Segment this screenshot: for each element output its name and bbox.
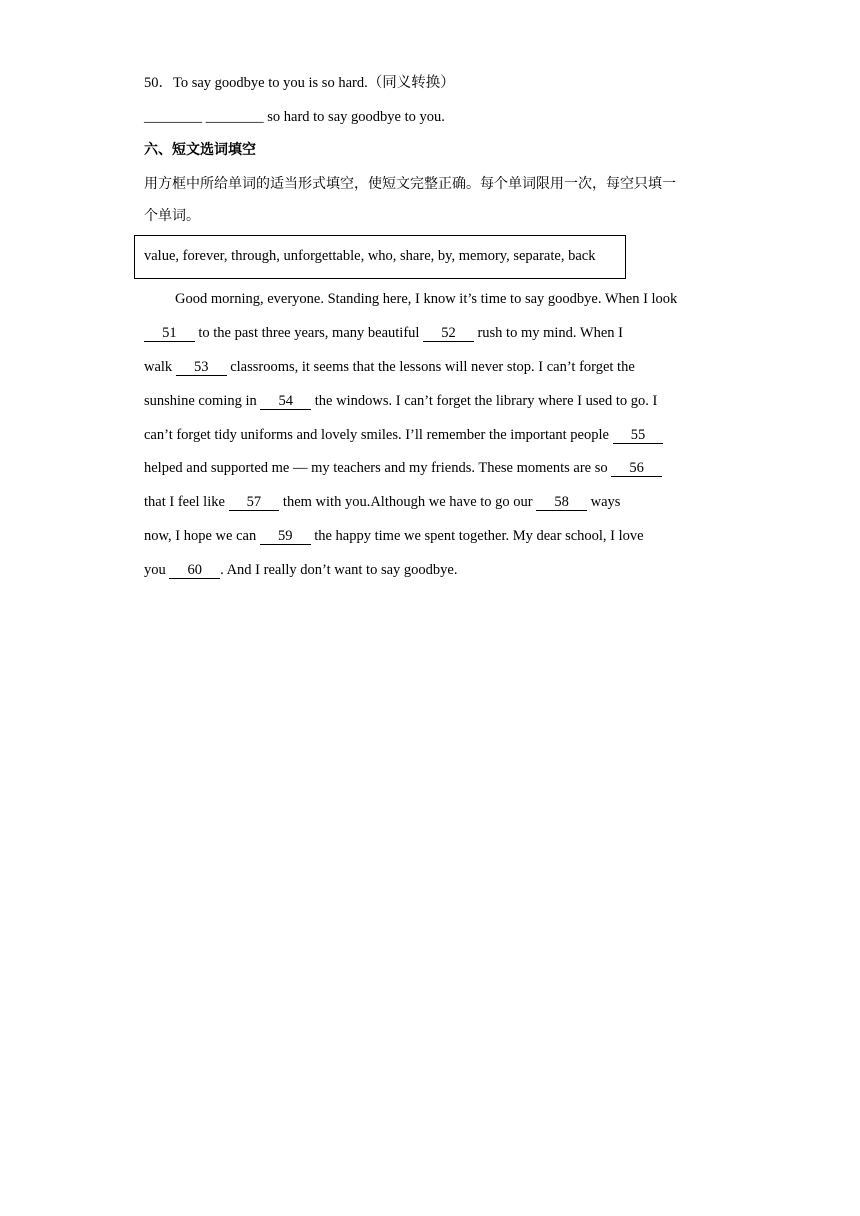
section-heading: 六、短文选词填空 [144,142,256,158]
passage-line [144,357,635,377]
blank-56[interactable]: 56 [611,460,662,476]
passage-line [144,458,662,478]
passage-line [144,391,657,411]
passage-text: . And I really don’t want to say goodbye. [220,562,458,578]
word-bank-text: value, forever, through, unforgettable, who, share, by, memory, separate, back [144,248,596,264]
blank-54[interactable]: 54 [260,393,312,409]
passage-text: Good morning, everyone. Standing here, I know it’s time to say goodbye. When I look [175,291,678,307]
question-50 [144,73,455,93]
word-bank-box [134,235,626,279]
question-note: （同义转换） [367,75,455,91]
blank-60[interactable]: 60 [169,562,221,578]
blank-59[interactable]: 59 [259,528,311,544]
passage-text: the happy time we spent together. My dear school, I love [310,528,644,544]
passage-text: now, I hope we can [144,528,260,544]
passage-line [144,323,623,343]
question-50-answer-line [144,107,445,127]
instruction-line-2: 个单词。 [144,208,200,224]
passage-text: to the past three years, many beautiful [194,325,424,341]
blank-55[interactable]: 55 [612,427,664,443]
passage-text: rush to my mind. When I [473,325,623,341]
blank-53[interactable]: 53 [175,359,227,375]
answer-tail: so hard to say goodbye to you. [267,109,445,125]
blank-57[interactable]: 57 [228,494,280,510]
blank-58[interactable]: 58 [536,494,587,510]
passage-line [144,425,663,445]
passage-text: you [144,562,170,578]
passage-text: them with you.Although we have to go our [279,494,537,510]
passage-text: ways [586,494,621,510]
passage-text: sunshine coming in [144,393,261,409]
blank-51[interactable]: 51 [144,325,195,341]
passage-line [175,289,677,309]
passage-text: classrooms, it seems that the lessons will never stop. I can’t forget the [226,359,635,375]
passage-line [144,526,644,546]
question-sentence: To say goodbye to you is so hard. [173,75,368,91]
instruction-line-1: 用方框中所给单词的适当形式填空，使短文完整正确。每个单词限用一次，每空只填一 [144,176,676,192]
answer-blank-2[interactable]: ________ [205,109,264,125]
question-separator: ． [158,75,173,91]
passage-text: can’t forget tidy uniforms and lovely smiles. I’ll remember the important people [144,427,613,443]
passage-line [144,560,457,580]
passage-line [144,492,620,512]
passage-text: that I feel like [144,494,229,510]
passage-text: helped and supported me — my teachers and my friends. These moments are so [144,460,612,476]
passage-text: the windows. I can’t forget the library where I used to go. I [311,393,658,409]
question-number: 50 [144,75,159,91]
passage-text: walk [144,359,176,375]
answer-blank-1[interactable]: ________ [144,109,202,125]
blank-52[interactable]: 52 [423,325,474,341]
